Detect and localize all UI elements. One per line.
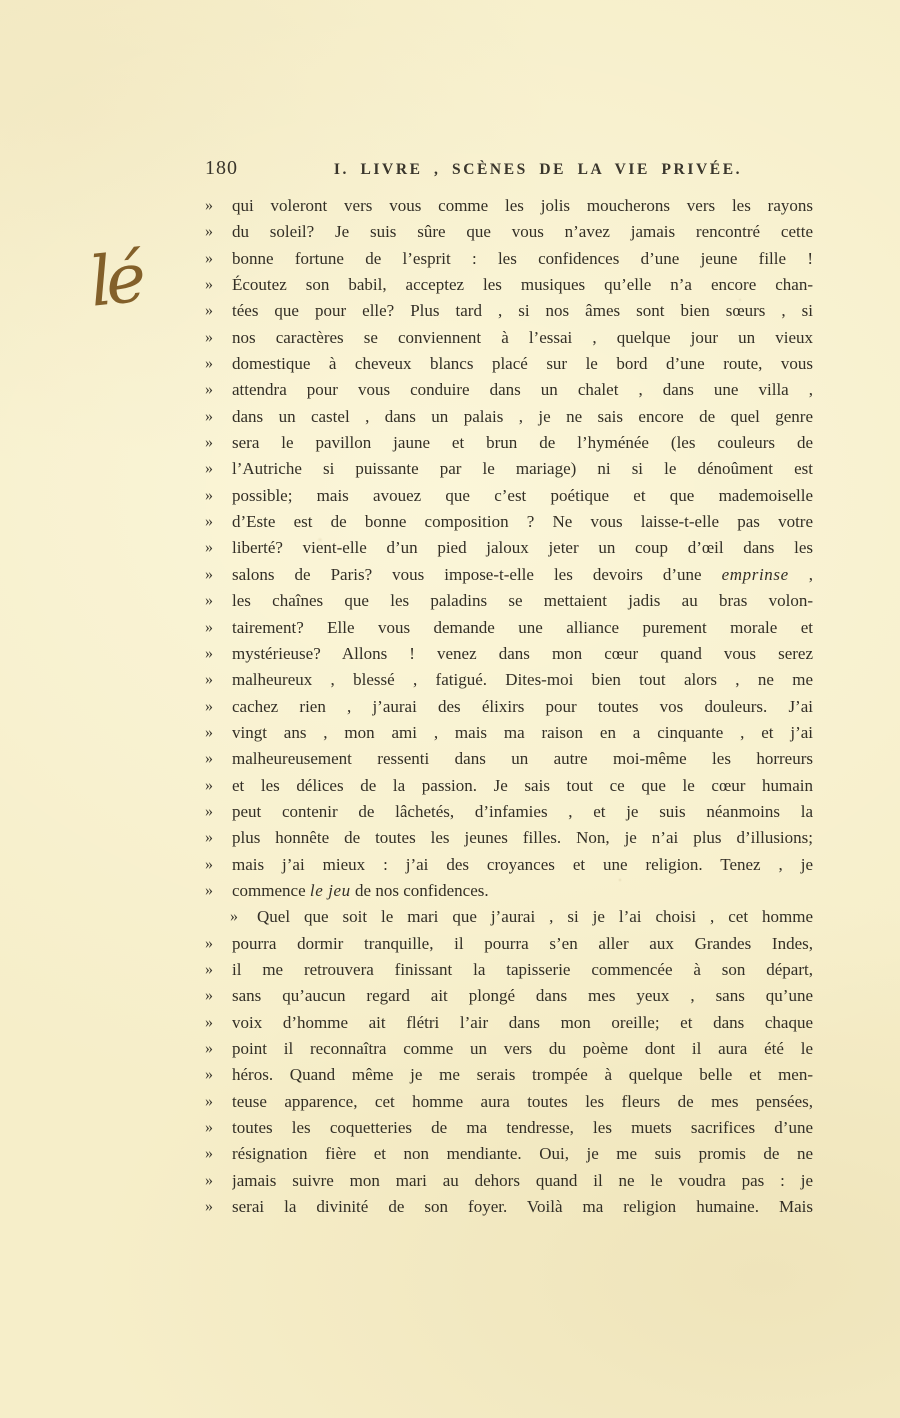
text-line (205, 509, 813, 535)
line-text: héros. Quand même je me serais trompée à quelque belle et men- (232, 1065, 813, 1085)
quote-mark: » (205, 1092, 213, 1110)
text-line (205, 535, 813, 561)
handwritten-margin-annotation: lé (86, 238, 145, 323)
quote-mark: » (205, 434, 213, 452)
line-text: Quel que soit le mari que j’aurai , si je l’ai choisi , cet homme (257, 907, 813, 927)
quote-mark: » (205, 1171, 213, 1189)
text-line (205, 1115, 813, 1141)
quote-mark: » (205, 934, 213, 952)
line-text: vingt ans , mon ami , mais ma raison en a cinquante , et j’ai (232, 722, 813, 742)
text-line (205, 641, 813, 667)
quote-mark: » (205, 987, 213, 1005)
quote-mark: » (205, 671, 213, 689)
line-text: liberté? vient-elle d’un pied jaloux jeter un coup d’œil dans les (232, 538, 813, 558)
quote-mark: » (205, 276, 213, 294)
text-line (205, 720, 813, 746)
line-text: sera le pavillon jaune et brun de l’hyménée (les couleurs de (232, 433, 813, 453)
line-text: et les délices de la passion. Je sais tout ce que le cœur humain (232, 775, 813, 795)
text-line (205, 562, 813, 588)
quote-mark: » (205, 486, 213, 504)
text-line (205, 404, 813, 430)
quote-mark: » (205, 460, 213, 478)
quote-mark: » (205, 539, 213, 557)
line-text: d’Este est de bonne composition ? Ne vous laisse-t-elle pas votre (232, 512, 813, 532)
text-line (205, 298, 813, 324)
page-number: 180 (205, 157, 238, 179)
quote-mark: » (205, 750, 213, 768)
text-line (205, 483, 813, 509)
text-block (205, 193, 813, 1220)
line-text: tairement? Elle vous demande une alliance purement morale et (232, 617, 813, 637)
quote-mark: » (205, 1198, 213, 1216)
quote-mark: » (205, 1040, 213, 1057)
text-line (205, 1062, 813, 1088)
line-text: point il reconnaîtra comme un vers du poème dont il aura été le (232, 1039, 813, 1058)
text-line (205, 746, 813, 772)
text-line (205, 799, 813, 825)
text-line (205, 1168, 813, 1194)
line-text: nos caractères se conviennent à l’essai , quelque jour un vieux (232, 327, 813, 347)
line-text: plus honnête de toutes les jeunes filles. Non, je n’ai plus d’illusions; (232, 828, 813, 848)
line-text: bonne fortune de l’esprit : les confidences d’une jeune fille ! (232, 248, 813, 268)
quote-mark: » (205, 302, 213, 320)
line-text: teuse apparence, cet homme aura toutes les fleurs de mes pensées, (232, 1091, 813, 1111)
quote-mark: » (205, 223, 213, 241)
line-text: les chaînes que les paladins se mettaient jadis au bras volon- (232, 591, 813, 611)
line-text: l’Autriche si puissante par le mariage) ni si le dénoûment est (232, 459, 813, 479)
quote-mark: » (205, 829, 213, 847)
text-line (205, 878, 813, 904)
text-line (205, 773, 813, 799)
quote-mark: » (205, 355, 213, 373)
quote-mark: » (205, 1066, 213, 1084)
line-text: tées que pour elle? Plus tard , si nos âmes sont bien sœurs , si (232, 301, 813, 321)
text-line (205, 219, 813, 245)
line-text: attendra pour vous conduire dans un chalet , dans une villa , (232, 380, 813, 400)
line-text: peut contenir de lâchetés, d’infamies , et je suis néanmoins la (232, 801, 813, 821)
line-text: commence le jeu de nos confidences. (232, 880, 489, 900)
text-line (205, 957, 813, 983)
quote-mark: » (205, 1013, 213, 1031)
text-line (205, 694, 813, 720)
text-line (205, 1089, 813, 1115)
quote-mark: » (205, 881, 213, 899)
text-line (205, 588, 813, 614)
text-line (205, 983, 813, 1009)
text-line (205, 667, 813, 693)
text-line (205, 351, 813, 377)
text-line (205, 430, 813, 456)
text-line (205, 1036, 813, 1062)
quote-mark: » (205, 855, 213, 873)
line-text: serai la divinité de son foyer. Voilà ma religion humaine. Mais (232, 1197, 813, 1217)
line-text: pourra dormir tranquille, il pourra s’en aller aux Grandes Indes, (232, 933, 813, 953)
line-text: il me retrouvera finissant la tapisserie commencée à son départ, (232, 959, 813, 979)
quote-mark: » (205, 960, 213, 978)
quote-mark: » (205, 723, 213, 741)
text-line (205, 825, 813, 851)
text-line (205, 615, 813, 641)
quote-mark: » (205, 592, 213, 610)
line-text: voix d’homme ait flétri l’air dans mon oreille; et dans chaque (232, 1012, 813, 1032)
quote-mark: » (230, 908, 238, 926)
quote-mark: » (205, 1119, 213, 1137)
quote-mark: » (205, 328, 213, 346)
text-line (205, 246, 813, 272)
page-header (205, 157, 815, 180)
line-text: malheureux , blessé , fatigué. Dites-moi bien tout alors , ne me (232, 670, 813, 690)
line-text: malheureusement ressenti dans un autre moi-même les horreurs (232, 749, 813, 769)
quote-mark: » (205, 1145, 213, 1163)
line-text: toutes les coquetteries de ma tendresse, les muets sacrifices d’une (232, 1118, 813, 1138)
line-text: cachez rien , j’aurai des élixirs pour toutes vos douleurs. J’ai (232, 696, 813, 716)
line-text: possible; mais avouez que c’est poétique et que mademoiselle (232, 485, 813, 505)
text-line (205, 377, 813, 403)
line-text: mais j’ai mieux : j’ai des croyances et une religion. Tenez , je (232, 854, 813, 874)
line-text: qui voleront vers vous comme les jolis moucherons vers les rayons (232, 196, 813, 215)
text-line (205, 852, 813, 878)
text-line (205, 1010, 813, 1036)
line-text: mystérieuse? Allons ! venez dans mon cœur quand vous serez (232, 643, 813, 663)
quote-mark: » (205, 618, 213, 636)
quote-mark: » (205, 407, 213, 425)
quote-mark: » (205, 802, 213, 820)
line-text: Écoutez son babil, acceptez les musiques qu’elle n’a encore chan- (232, 275, 813, 295)
line-text: du soleil? Je suis sûre que vous n’avez jamais rencontré cette (232, 222, 813, 242)
text-line (205, 1141, 813, 1167)
quote-mark: » (205, 565, 213, 583)
line-text: salons de Paris? vous impose-t-elle les devoirs d’une emprinse , (232, 564, 813, 584)
quote-mark: » (205, 249, 213, 267)
text-line (205, 1194, 813, 1220)
line-text: dans un castel , dans un palais , je ne sais encore de quel genre (232, 406, 813, 426)
quote-mark: » (205, 697, 213, 715)
quote-mark: » (205, 644, 213, 662)
quote-mark: » (205, 197, 213, 214)
quote-mark: » (205, 513, 213, 531)
italic-phrase: le jeu (309, 880, 351, 900)
text-line (205, 931, 813, 957)
line-text: domestique à cheveux blancs placé sur le bord d’une route, vous (232, 354, 813, 374)
text-line (205, 193, 813, 219)
quote-mark: » (205, 381, 213, 399)
text-line (205, 904, 813, 930)
text-line (205, 325, 813, 351)
running-title: I. LIVRE , SCÈNES DE LA VIE PRIVÉE. (333, 161, 743, 178)
line-text: jamais suivre mon mari au dehors quand il ne le voudra pas : je (232, 1170, 813, 1190)
line-text: résignation fière et non mendiante. Oui, je me suis promis de ne (232, 1144, 813, 1164)
line-text: sans qu’aucun regard ait plongé dans mes yeux , sans qu’une (232, 986, 813, 1006)
quote-mark: » (205, 776, 213, 794)
italic-phrase: emprinse (721, 564, 789, 584)
text-line (205, 272, 813, 298)
text-line (205, 456, 813, 482)
